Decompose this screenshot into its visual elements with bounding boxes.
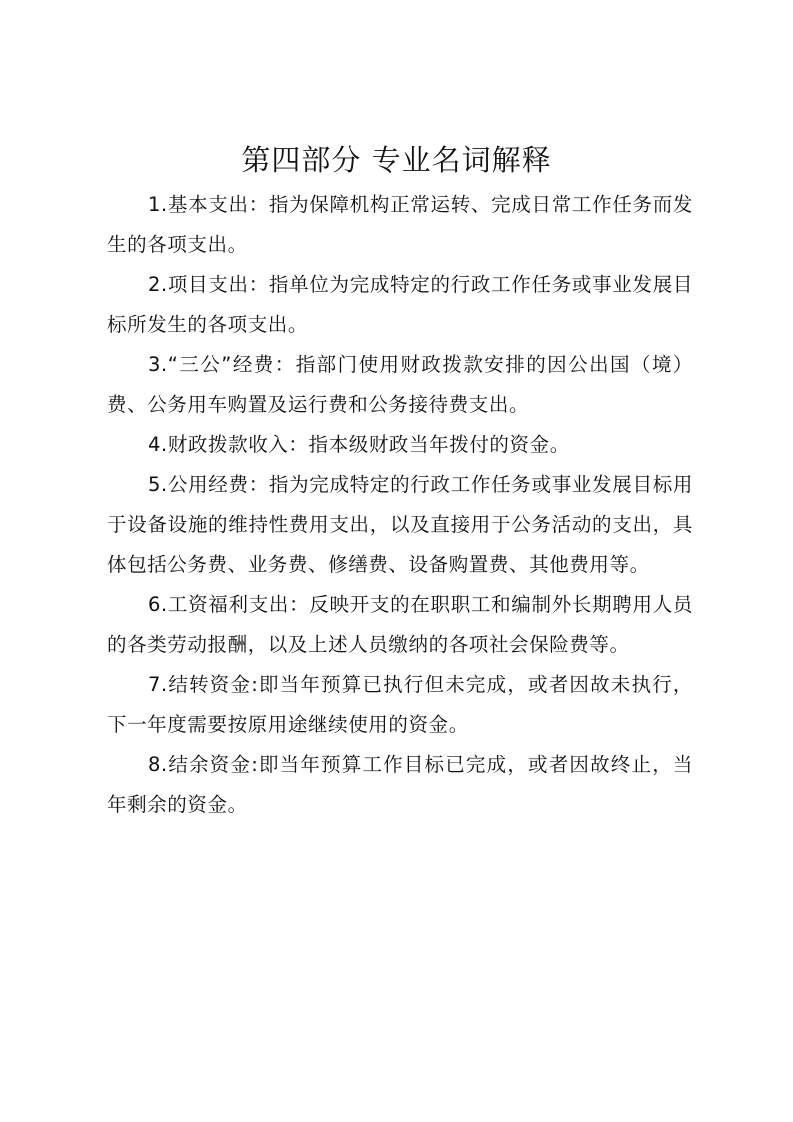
definition-item bbox=[107, 185, 693, 265]
definition-item bbox=[107, 665, 693, 745]
definition-text: 指部门使用财政拨款安排的因公出国（境）费、公务用车购置及运行费和公务接待费支出。 bbox=[107, 353, 693, 416]
definition-item bbox=[107, 425, 693, 465]
definition-item bbox=[107, 585, 693, 665]
definition-term: 7.结转资金: bbox=[148, 673, 259, 696]
definition-text: 指为保障机构正常运转、完成日常工作任务而发生的各项支出。 bbox=[107, 193, 693, 256]
definition-term: 8.结余资金: bbox=[148, 753, 259, 776]
definition-term: 4.财政拨款收入： bbox=[148, 433, 309, 456]
definition-text: 即当年预算已执行但未完成，或者因故未执行，下一年度需要按原用途继续使用的资金。 bbox=[107, 673, 693, 736]
definition-item bbox=[107, 265, 693, 345]
definition-text: 指为完成特定的行政工作任务或事业发展目标用于设备设施的维持性费用支出，以及直接用于公务活动的支出，具体包括公务费、业务费、修缮费、设备购置费、其他费用等。 bbox=[107, 473, 693, 576]
definitions-list bbox=[107, 185, 693, 825]
definition-term: 3.“三公”经费： bbox=[148, 353, 296, 376]
definition-term: 5.公用经费： bbox=[148, 473, 269, 496]
definition-text: 指单位为完成特定的行政工作任务或事业发展目标所发生的各项支出。 bbox=[107, 273, 693, 336]
definition-term: 2.项目支出： bbox=[148, 273, 269, 296]
page-title: 第四部分 专业名词解释 bbox=[241, 143, 552, 177]
definition-term: 1.基本支出： bbox=[148, 193, 269, 216]
definition-item bbox=[107, 345, 693, 425]
definition-term: 6.工资福利支出： bbox=[148, 593, 310, 616]
definition-text: 指本级财政当年拨付的资金。 bbox=[308, 433, 570, 456]
definition-item bbox=[107, 465, 693, 585]
definition-item bbox=[107, 745, 693, 825]
definition-text: 即当年预算工作目标已完成，或者因故终止，当年剩余的资金。 bbox=[107, 753, 693, 816]
definition-text: 反映开支的在职职工和编制外长期聘用人员的各类劳动报酬，以及上述人员缴纳的各项社会保险费等。 bbox=[107, 593, 693, 656]
